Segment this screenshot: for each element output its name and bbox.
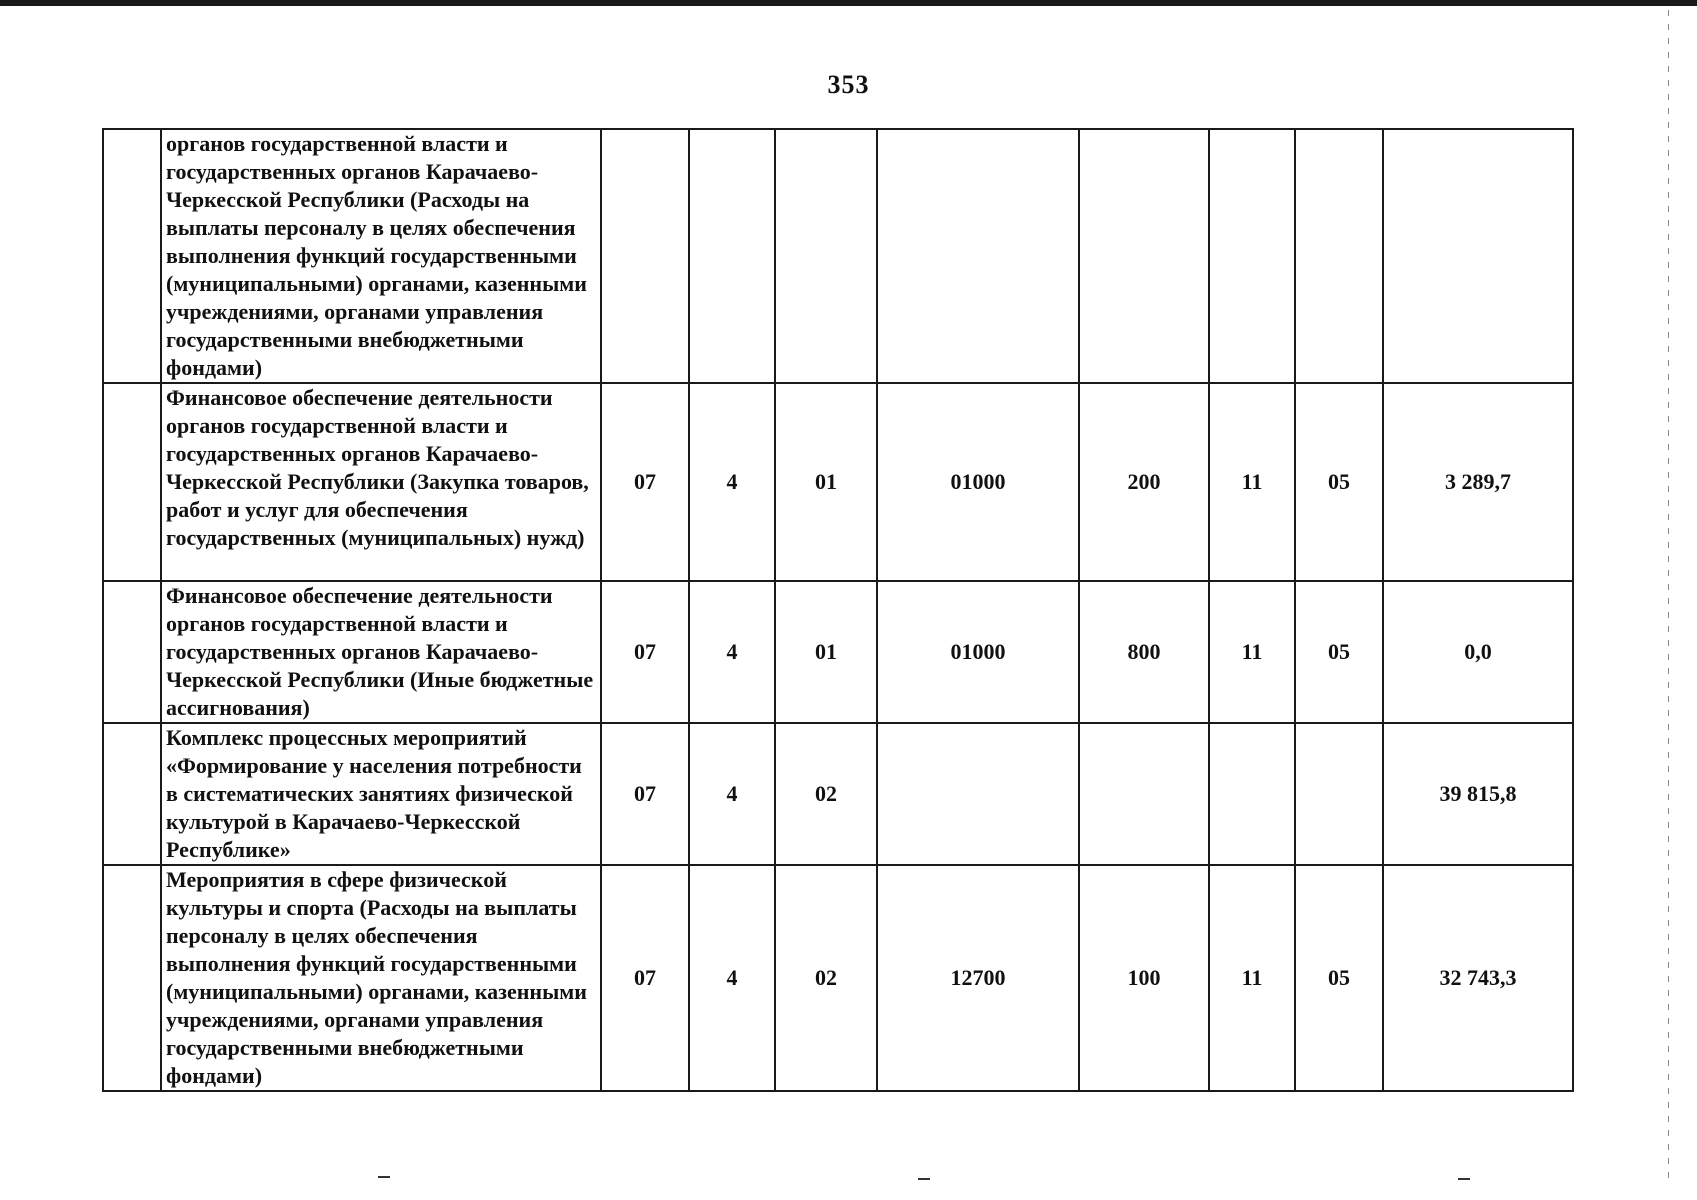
subsection-code-cell: 05	[1295, 865, 1383, 1091]
table-row	[103, 581, 1573, 723]
subprogram-code-cell: 4	[689, 723, 775, 865]
row-number-cell	[103, 723, 161, 865]
scan-top-border	[0, 0, 1697, 6]
scan-speck	[1458, 1178, 1470, 1180]
row-number-cell	[103, 129, 161, 383]
activity-code-cell: 01	[775, 581, 877, 723]
activity-code-cell: 01	[775, 383, 877, 581]
subprogram-code-cell	[689, 129, 775, 383]
description-cell: Мероприятия в сфере физической культуры и спорта (Расходы на выплаты персоналу в целях обеспечения выполнения функций государственными (муниципальными) органами, казенными учреждениями, органами управления государственными внебюджетными фондами)	[161, 865, 601, 1091]
section-code-cell: 11	[1209, 865, 1295, 1091]
direction-code-cell: 12700	[877, 865, 1079, 1091]
subsection-code-cell: 05	[1295, 383, 1383, 581]
direction-code-cell: 01000	[877, 581, 1079, 723]
expense-type-cell: 100	[1079, 865, 1209, 1091]
expense-type-cell: 800	[1079, 581, 1209, 723]
amount-cell: 39 815,8	[1383, 723, 1573, 865]
page-number: 353	[827, 70, 870, 99]
direction-code-cell	[877, 723, 1079, 865]
program-code-cell: 07	[601, 581, 689, 723]
subsection-code-cell	[1295, 723, 1383, 865]
program-code-cell: 07	[601, 865, 689, 1091]
subsection-code-cell: 05	[1295, 581, 1383, 723]
program-code-cell: 07	[601, 723, 689, 865]
row-number-cell	[103, 581, 161, 723]
description-cell: органов государственной власти и государственных органов Карачаево-Черкесской Республики (Расходы на выплаты персоналу в целях обеспечения выполнения функций государственными (муниципальными) органами, казенными учреждениями, органами управления государственными внебюджетными фондами)	[161, 129, 601, 383]
table-row	[103, 865, 1573, 1091]
activity-code-cell	[775, 129, 877, 383]
direction-code-cell: 01000	[877, 383, 1079, 581]
subprogram-code-cell: 4	[689, 383, 775, 581]
amount-cell	[1383, 129, 1573, 383]
row-number-cell	[103, 865, 161, 1091]
scan-speck	[378, 1176, 390, 1178]
activity-code-cell: 02	[775, 865, 877, 1091]
amount-cell: 3 289,7	[1383, 383, 1573, 581]
section-code-cell: 11	[1209, 581, 1295, 723]
table-row	[103, 723, 1573, 865]
amount-cell: 0,0	[1383, 581, 1573, 723]
subprogram-code-cell: 4	[689, 865, 775, 1091]
activity-code-cell: 02	[775, 723, 877, 865]
subprogram-code-cell: 4	[689, 581, 775, 723]
amount-cell: 32 743,3	[1383, 865, 1573, 1091]
description-cell: Финансовое обеспечение деятельности органов государственной власти и государственных органов Карачаево-Черкесской Республики (Иные бюджетные ассигнования)	[161, 581, 601, 723]
scan-right-edge	[1668, 10, 1669, 1180]
expense-type-cell	[1079, 129, 1209, 383]
description-cell: Финансовое обеспечение деятельности органов государственной власти и государственных органов Карачаево-Черкесской Республики (Закупка товаров, работ и услуг для обеспечения государственных (муниципальных) нужд)	[161, 383, 601, 581]
table-row	[103, 129, 1573, 383]
section-code-cell: 11	[1209, 383, 1295, 581]
subsection-code-cell	[1295, 129, 1383, 383]
description-cell: Комплекс процессных мероприятий «Формирование у населения потребности в систематических занятиях физической культурой в Карачаево-Черкесской Республике»	[161, 723, 601, 865]
scan-speck	[918, 1178, 930, 1180]
program-code-cell: 07	[601, 383, 689, 581]
row-number-cell	[103, 383, 161, 581]
section-code-cell	[1209, 129, 1295, 383]
direction-code-cell	[877, 129, 1079, 383]
expense-type-cell: 200	[1079, 383, 1209, 581]
section-code-cell	[1209, 723, 1295, 865]
table-row	[103, 383, 1573, 581]
expense-type-cell	[1079, 723, 1209, 865]
budget-table	[102, 128, 1574, 1092]
program-code-cell	[601, 129, 689, 383]
